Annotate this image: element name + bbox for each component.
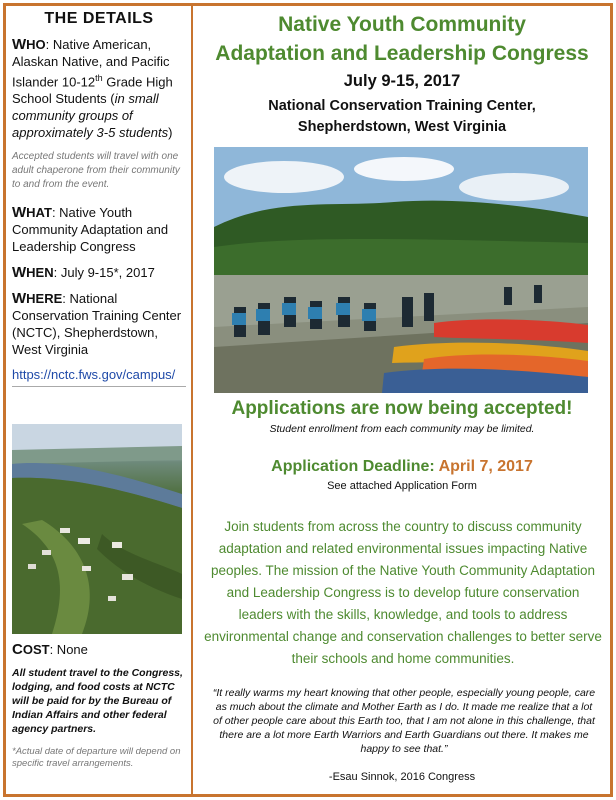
deadline-date: April 7, 2017 (438, 458, 533, 475)
cost-label: COST (12, 641, 50, 658)
who-label: WHO (12, 36, 46, 53)
campus-link[interactable]: https://nctc.fws.gov/campus/ (12, 367, 176, 383)
when-block: WHEN: July 9-15*, 2017 (12, 264, 155, 282)
applications-section (200, 398, 604, 435)
when-label: WHEN (12, 264, 54, 282)
river-kayak-photo (214, 147, 588, 393)
who-block: WHO: Native American, Alaskan Native, and Pacific Islander 10-12th Grade High School Students (in small community groups of approximately 3-5 students) (12, 36, 173, 141)
what-label: WHAT (12, 204, 52, 222)
column-divider (191, 6, 193, 794)
deadline-label: Application Deadline: (271, 458, 439, 475)
event-title: Native Youth Community Adaptation and Leadership Congress (215, 13, 589, 65)
what-block: WHAT: Native Youth Community Adaptation and Leadership Congress (12, 204, 169, 255)
applications-heading: Applications are now being accepted! (231, 398, 573, 419)
details-sidebar (12, 10, 186, 387)
sidebar-title: THE DETAILS (44, 10, 154, 27)
mission-statement: Join students from across the country to discuss community adaptation and related environmental issues impacting Native peoples. The mission of the Native Youth Community Adaptation and Leadership Congress is to develop future conservation leaders with the skills, knowledge, and tools to address environmental change and conservation challenges to better serve their schools and home communities. (204, 519, 602, 666)
cost-block: COST: None (12, 641, 88, 658)
chaperone-note: Accepted students will travel with one adult chaperone from their community to and from the event. (12, 151, 180, 191)
quote-attribution: -Esau Sinnok, 2016 Congress (328, 771, 476, 783)
cost-description: All student travel to the Congress, lodging, and food costs at NCTC will be paid for by the Bureau of Indian Affairs and other federal agency partners. (12, 667, 183, 735)
campus-aerial-photo (12, 424, 182, 634)
event-date: July 9-15, 2017 (343, 72, 461, 90)
where-block: WHERE: National Conservation Training Center (NCTC), Shepherdstown, West Virginia (12, 290, 182, 358)
deadline-section (200, 458, 604, 492)
where-label: WHERE (12, 290, 63, 308)
cost-section (12, 641, 186, 770)
departure-footnote: *Actual date of departure will depend on specific travel arrangements. (12, 746, 181, 769)
student-quote: “It really warms my heart knowing that other people, especially young people, care as much about the climate and Mother Earth as I do. It made me realize that a lot of other people care about this Earth too, that I am not alone in this challenge, that there are a lot more Earth Warriors and Earth Guardians out there. It makes me happy to see that.” (212, 687, 596, 755)
application-form-note: See attached Application Form (327, 480, 477, 492)
event-venue: National Conservation Training Center, Shepherdstown, West Virginia (268, 98, 536, 135)
link-underline (12, 386, 186, 387)
main-header (200, 10, 604, 138)
enrollment-note: Student enrollment from each community may be limited. (269, 423, 535, 435)
